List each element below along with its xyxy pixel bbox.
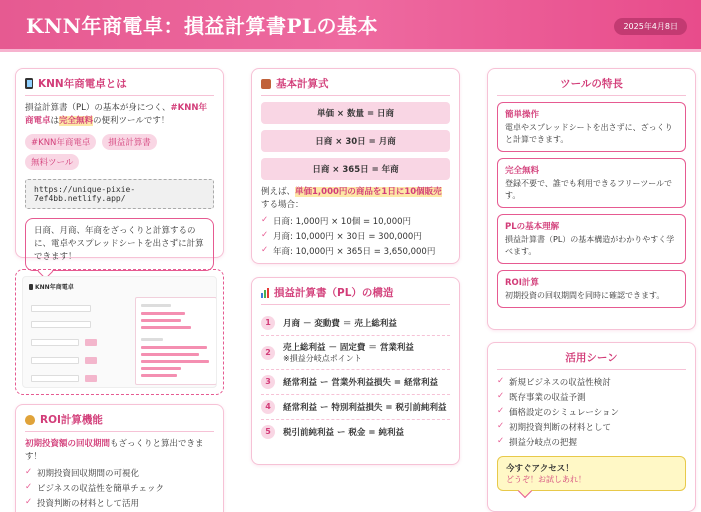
about-description: 損益計算書（PL）の基本が身につく、#KNN年商電卓は完全無料の便利ツールです！ [25, 103, 207, 126]
money-bag-icon [25, 415, 35, 425]
app-screenshot [22, 276, 217, 388]
tool-url-link[interactable]: https://unique-pixie-7ef4bb.netlify.app/ [25, 179, 214, 209]
phone-icon [29, 284, 33, 290]
formula-yearly: 日商 × 365日 = 年商 [261, 158, 450, 180]
about-card [15, 68, 224, 262]
list-item: ✓ ビジネスの収益性を簡単チェック [25, 482, 214, 494]
pl-row: 4 経常利益 ー 特別利益損失 = 税引前純利益 [261, 395, 450, 420]
features-card [487, 68, 696, 330]
pl-row: 3 経常利益 ー 営業外利益損失 = 経常利益 [261, 370, 450, 395]
pl-structure-title: 損益計算書（PL）の構造 [261, 285, 450, 305]
pl-row: 1 月商 － 変動費 ＝ 売上総利益 [261, 311, 450, 336]
roi-card [15, 404, 224, 512]
feature-item: 完全無料 登録不要で、誰でも利用できるフリーツールです。 [497, 158, 686, 208]
app-screenshot-frame [15, 269, 224, 395]
feature-item: 簡単操作 電卓やスプレッドシートを出さずに、ざっくりと計算できます。 [497, 102, 686, 152]
page-title: KNN年商電卓：損益計算書PLの基本 [26, 14, 379, 38]
app-screenshot-title: KNN年商電卓 [35, 284, 74, 291]
list-item: ✓ 投資判断の材料として活用 [25, 497, 214, 509]
callout-title: 今すぐアクセス！ [506, 464, 574, 474]
abacus-icon [261, 79, 271, 89]
features-title: ツールの特長 [497, 76, 686, 96]
roi-card-title: ROI計算機能 [25, 412, 214, 432]
list-item: ✓ 初期投資回収期間の可視化 [25, 467, 214, 479]
phone-icon [25, 78, 33, 89]
pl-row: 5 税引前純利益 ー 税金 = 純利益 [261, 420, 450, 444]
date-badge: 2025年4月8日 [614, 18, 687, 35]
basic-formula-title: 基本計算式 [261, 76, 450, 96]
list-item: ✓ 価格設定のシミュレーション [497, 406, 686, 418]
tag[interactable]: 損益計算書 [102, 134, 157, 150]
pl-row: 2 売上総利益 － 固定費 ＝ 営業利益 ※損益分岐点ポイント [261, 336, 450, 370]
bar-chart-icon [261, 288, 269, 298]
basic-formula-card [251, 68, 460, 264]
use-cases-card [487, 342, 696, 512]
formula-monthly: 日商 × 30日 = 月商 [261, 130, 450, 152]
feature-item: PLの基本理解 損益計算書（PL）の基本構造がわかりやすく学べます。 [497, 214, 686, 264]
tag-list [25, 132, 214, 172]
list-item: ✓ 損益分岐点の把握 [497, 436, 686, 448]
list-item: ✓ 月商: 10,000円 × 30日 = 300,000円 [261, 230, 450, 242]
result-panel [135, 297, 217, 385]
formula-daily: 単価 × 数量 = 日商 [261, 102, 450, 124]
use-cases-title: 活用シーン [497, 350, 686, 370]
example-lead: 例えば、単価1,000円の商品を1日に10個販売する場合： [261, 187, 442, 210]
callout-subtitle: どうぞ！お試しあれ！ [506, 475, 586, 484]
example-list [261, 215, 450, 257]
roi-list [25, 467, 214, 509]
pl-structure-card [251, 277, 460, 465]
list-item: ✓ 初期投資判断の材料として [497, 421, 686, 433]
list-item: ✓ 日商: 1,000円 × 10個 = 10,000円 [261, 215, 450, 227]
use-cases-list [497, 376, 686, 448]
feature-item: ROI計算 初期投資の回収期間を同時に確認できます。 [497, 270, 686, 308]
list-item: ✓ 年商: 10,000円 × 365日 = 3,650,000円 [261, 245, 450, 257]
roi-lead: 初期投資額の回収期間もざっくりと算出できます！ [25, 439, 204, 462]
list-item: ✓ 新規ビジネスの収益性検討 [497, 376, 686, 388]
speech-bubble: 日商、月商、年商をざっくりと計算するのに、電卓やスプレッドシートを出さずに計算できます！ [25, 218, 214, 272]
list-item: ✓ 既存事業の収益予測 [497, 391, 686, 403]
tag[interactable]: #KNN年商電卓 [25, 134, 96, 150]
about-card-title: KNN年商電卓とは [25, 76, 214, 96]
tag[interactable]: 無料ツール [25, 154, 79, 170]
page-header [0, 0, 701, 52]
access-callout[interactable] [497, 456, 686, 491]
